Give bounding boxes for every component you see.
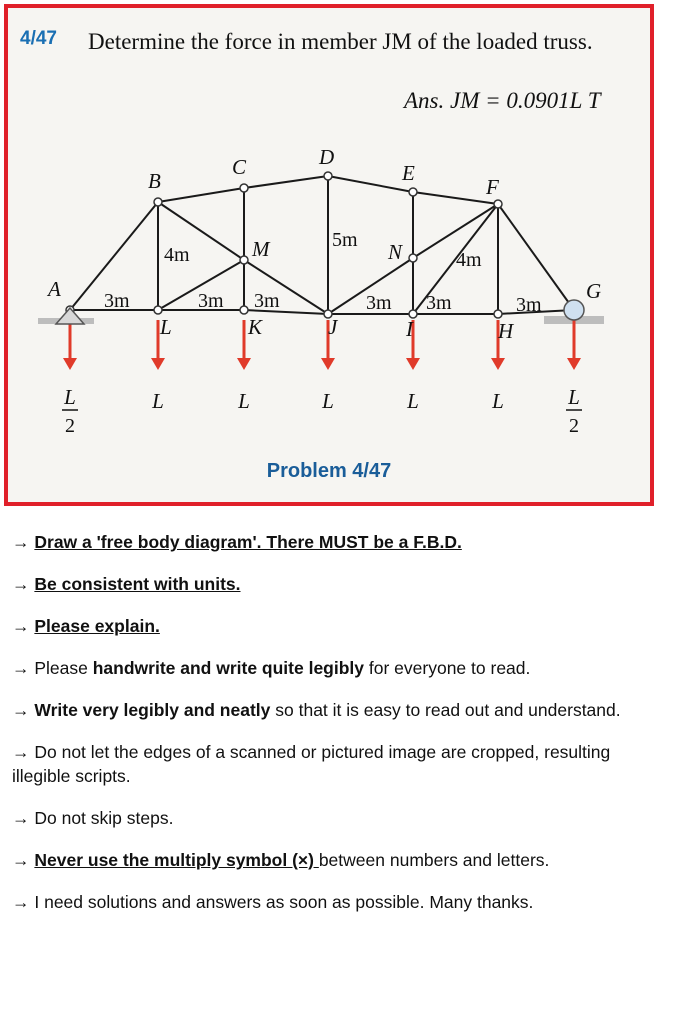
load-label-h: L [492, 389, 504, 413]
instruction-prefix: → Please [12, 658, 93, 678]
load-arrowhead-j [321, 358, 335, 370]
dim-hg: 3m [516, 294, 542, 316]
instruction-item [12, 890, 672, 914]
load-arrowhead-g [567, 358, 581, 370]
figure-caption: Problem 4/47 [266, 460, 392, 482]
joint-label-d: D [319, 145, 335, 169]
joint-f [494, 200, 502, 208]
roller-support-g [564, 300, 584, 320]
instruction-prefix: → Do not let the edges of a scanned or pictured image are cropped, resulting illegible scripts. [12, 742, 611, 786]
joint-label-i: I [406, 317, 413, 341]
dim-ji: 3m [366, 292, 392, 314]
problem-statement: Determine the force in member JM of the loaded truss. [88, 29, 593, 54]
dim-kj: 3m [254, 290, 280, 312]
dim-al: 3m [104, 290, 130, 312]
load-label-j: L [322, 389, 334, 413]
load-arrowhead-h [491, 358, 505, 370]
instruction-underlined: Please explain. [34, 616, 160, 636]
instruction-underlined: Be consistent with units. [34, 574, 241, 594]
joint-c [240, 184, 248, 192]
joint-label-n: N [388, 240, 403, 264]
instruction-bold: handwrite and write quite legibly [92, 658, 365, 678]
instruction-underlined: Never use the multiply symbol (×) [34, 850, 319, 870]
load-label-l: L [152, 389, 164, 413]
instruction-item [12, 530, 672, 554]
joint-d [324, 172, 332, 180]
joint-label-c: C [232, 155, 247, 179]
joint-label-h: H [498, 319, 514, 343]
joint-b [154, 198, 162, 206]
dim-bl: 4m [164, 244, 190, 266]
load-label-num-a: L [64, 385, 76, 409]
load-label-k: L [238, 389, 250, 413]
load-label-i: L [407, 389, 419, 413]
instruction-prefix: → [12, 616, 35, 636]
joint-m [240, 256, 248, 264]
instruction-prefix: → I need solutions and answers as soon as possible. Many thanks. [12, 892, 534, 912]
problem-number: 4/47 [20, 28, 57, 49]
joint-label-b: B [148, 169, 161, 193]
joint-n [409, 254, 417, 262]
instruction-prefix: → [12, 532, 35, 552]
instruction-item [12, 698, 672, 722]
joint-h [494, 310, 502, 318]
load-arrowhead-l [151, 358, 165, 370]
joint-k [240, 306, 248, 314]
member-cd [244, 176, 328, 188]
instruction-item [12, 572, 672, 596]
instruction-rest: so that it is easy to read out and understand. [270, 700, 621, 720]
instruction-prefix: → [12, 850, 35, 870]
joint-l [154, 306, 162, 314]
joint-label-e: E [402, 161, 415, 185]
instruction-rest: between numbers and letters. [318, 850, 550, 870]
member-de [328, 176, 413, 192]
joint-e [409, 188, 417, 196]
instruction-item [12, 656, 672, 680]
dim-lk: 3m [198, 290, 224, 312]
load-arrowhead-a [63, 358, 77, 370]
problem-figure [4, 4, 654, 506]
instruction-rest: for everyone to read. [364, 658, 531, 678]
joint-label-j: J [328, 315, 338, 339]
instruction-underlined: Draw a 'free body diagram'. There MUST be a F.B.D. [34, 532, 462, 552]
load-label-num-g: L [568, 385, 580, 409]
instruction-prefix: → [12, 574, 35, 594]
load-arrowhead-k [237, 358, 251, 370]
instruction-item [12, 614, 672, 638]
joint-label-m: M [252, 237, 270, 261]
dim-fh: 4m [456, 249, 482, 271]
dim-ih: 3m [426, 292, 452, 314]
instruction-item [12, 740, 672, 788]
instruction-prefix: → [12, 700, 35, 720]
instruction-item [12, 848, 672, 872]
truss-diagram [8, 8, 654, 506]
instructions-list [12, 530, 672, 932]
instruction-item [12, 806, 672, 830]
instruction-bold: Write very legibly and neatly [34, 700, 271, 720]
load-arrowhead-i [406, 358, 420, 370]
joint-label-l: L [160, 315, 172, 339]
joint-label-g: G [586, 279, 602, 303]
answer: Ans. JM = 0.0901L T [404, 88, 601, 113]
load-label-den-a: 2 [65, 415, 75, 437]
joint-label-k: K [248, 315, 263, 339]
instruction-prefix: → Do not skip steps. [12, 808, 174, 828]
dim-dj: 5m [332, 229, 358, 251]
joint-label-a: A [48, 277, 61, 301]
joint-label-f: F [486, 175, 499, 199]
member-bc [158, 188, 244, 202]
load-label-den-g: 2 [569, 415, 579, 437]
